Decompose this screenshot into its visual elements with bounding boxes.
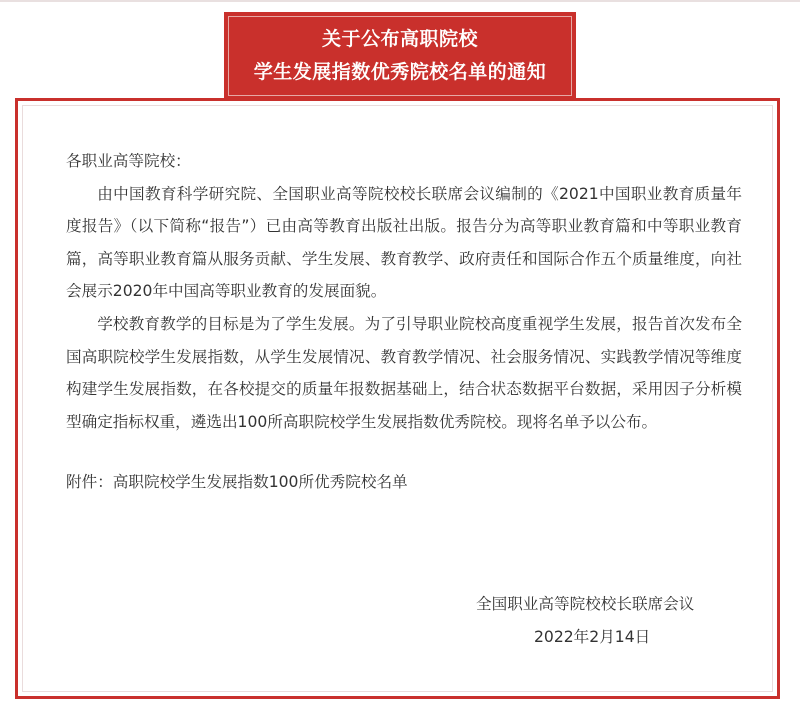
notice-body [66,145,742,499]
salutation: 各职业高等院校： [66,152,191,170]
attachment-line: 附件：高职院校学生发展指数100所优秀院校名单 [66,473,408,492]
title-banner [224,12,576,100]
top-divider [0,0,800,2]
title-banner-inner [228,16,572,96]
title-line-2: 学生发展指数优秀院校名单的通知 [253,61,547,83]
paragraph-1: 由中国教育科学研究院、全国职业高等院校校长联席会议编制的《2021中国职业教育质量年度报告》（以下简称“报告”）已由高等教育出版社出版。报告分为高等职业教育篇和中等职业教育篇，高等职业教育篇从服务贡献、学生发展、教育教学、政府责任和国际合作五个质量维度，向社会展示2020年中国高等职业教育的发展面貌。 [66,184,742,301]
title-line-1: 关于公布高职院校 [321,28,478,50]
signature-date: 2022年2月14日 [534,628,651,646]
paragraph-2: 学校教育教学的目标是为了学生发展。为了引导职业院校高度重视学生发展，报告首次发布全国高职院校学生发展指数，从学生发展情况、教育教学情况、社会服务情况、实践教学情况等维度构建学生发展指数，在各校提交的质量年报数据基础上，结合状态数据平台数据，采用因子分析模型确定指标权重，遴选出100所高职院校学生发展指数优秀院校。现将名单予以公布。 [66,314,742,431]
signature-block [476,588,756,654]
signature-organization: 全国职业高等院校校长联席会议 [476,595,695,613]
